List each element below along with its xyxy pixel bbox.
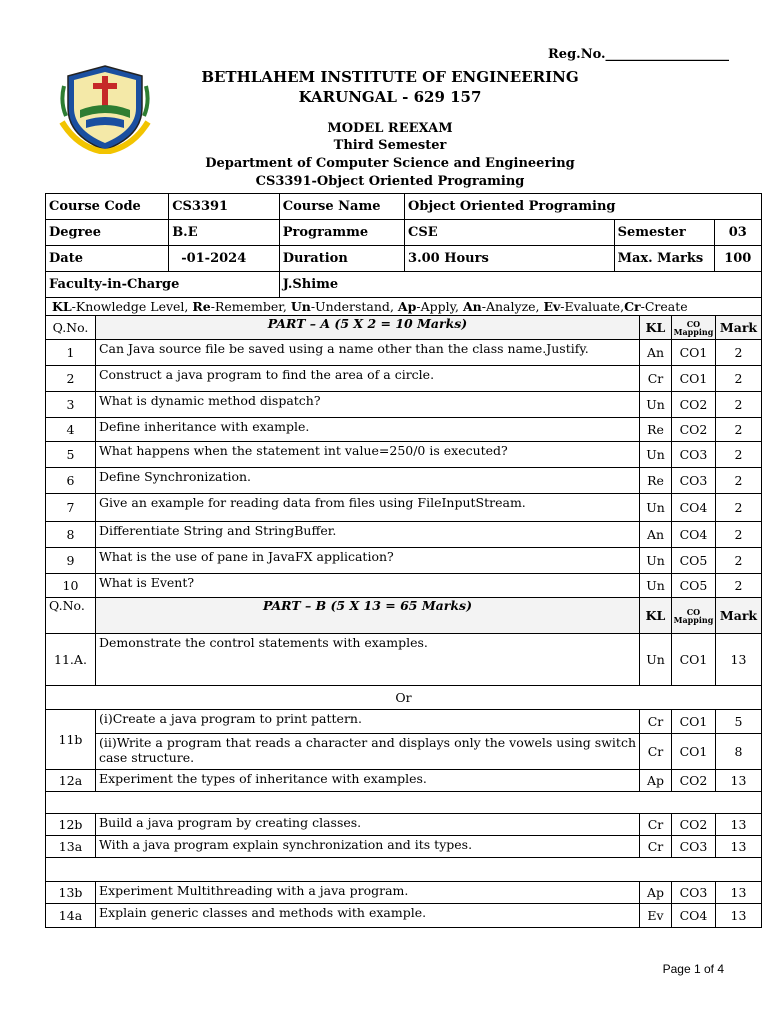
question-no: 2 xyxy=(46,366,96,392)
question-row xyxy=(46,366,762,392)
question-co: CO5 xyxy=(671,574,715,598)
degree: B.E xyxy=(169,220,280,246)
course-title: CS3391-Object Oriented Programing xyxy=(255,174,525,189)
question-row xyxy=(46,494,762,522)
question-kl: Un xyxy=(640,494,672,522)
col-mapping-b: Mapping xyxy=(673,614,714,625)
question-row: 11.A. Demonstrate the control statements with examples. Un CO1 13 xyxy=(46,634,762,686)
question-kl: Re xyxy=(640,418,672,442)
date: -01-2024 xyxy=(169,246,280,272)
degree-label: Degree xyxy=(46,220,169,246)
question-text: Define inheritance with example. xyxy=(95,418,639,442)
question-no: 1 xyxy=(46,340,96,366)
faculty: J.Shime xyxy=(279,272,761,298)
exam-title: MODEL REEXAM xyxy=(327,121,453,136)
col-mapping: Mapping xyxy=(673,326,714,337)
blank-row xyxy=(46,858,762,882)
question-row: 13a With a java program explain synchronization and its types. Cr CO3 13 xyxy=(46,836,762,858)
question-row xyxy=(46,442,762,468)
question-row xyxy=(46,418,762,442)
question-mark: 2 xyxy=(715,418,761,442)
question-text: What happens when the statement int value=250/0 is executed? xyxy=(95,442,639,468)
question-co: CO1 xyxy=(671,340,715,366)
question-mark: 2 xyxy=(715,340,761,366)
blank-row xyxy=(46,792,762,814)
question-co: CO2 xyxy=(671,418,715,442)
page-number: Page 1 of 4 xyxy=(662,962,724,976)
question-text: What is dynamic method dispatch? xyxy=(95,392,639,418)
programme: CSE xyxy=(405,220,615,246)
college-crest-icon xyxy=(58,62,152,154)
institute-location: KARUNGAL - 629 157 xyxy=(298,88,482,106)
question-no: 6 xyxy=(46,468,96,494)
col-qno-b: Q.No. xyxy=(46,598,96,634)
question-co: CO1 xyxy=(671,366,715,392)
question-co: CO5 xyxy=(671,548,715,574)
or-separator: Or xyxy=(46,686,762,710)
question-no: 10 xyxy=(46,574,96,598)
question-kl: Un xyxy=(640,392,672,418)
question-mark: 2 xyxy=(715,366,761,392)
question-kl: Un xyxy=(640,548,672,574)
question-kl: An xyxy=(640,522,672,548)
question-co: CO4 xyxy=(671,522,715,548)
question-kl: Re xyxy=(640,468,672,494)
question-row xyxy=(46,522,762,548)
faculty-label: Faculty-in-Charge xyxy=(46,272,280,298)
question-mark: 2 xyxy=(715,574,761,598)
institute-name: BETHLAHEM INSTITUTE OF ENGINEERING xyxy=(201,68,579,86)
question-row: 11b (i)Create a java program to print pattern. Cr CO1 5 xyxy=(46,710,762,734)
question-text: Differentiate String and StringBuffer. xyxy=(95,522,639,548)
col-kl: KL xyxy=(640,316,672,340)
reg-no: Reg.No.___________________ xyxy=(548,47,730,62)
part-a-rows xyxy=(46,340,762,598)
question-mark: 2 xyxy=(715,548,761,574)
question-kl: Un xyxy=(640,574,672,598)
question-kl: An xyxy=(640,340,672,366)
question-co: CO3 xyxy=(671,468,715,494)
question-row xyxy=(46,392,762,418)
question-kl: Un xyxy=(640,442,672,468)
course-name-label: Course Name xyxy=(279,194,404,220)
col-kl-b: KL xyxy=(640,598,672,634)
col-co: CO xyxy=(686,318,701,329)
max-marks: 100 xyxy=(714,246,761,272)
question-row: (ii)Write a program that reads a character and displays only the vowels using switch case structure. Cr CO1 8 xyxy=(46,734,762,770)
question-co: CO2 xyxy=(671,392,715,418)
question-row: 14a Explain generic classes and methods with example. Ev CO4 13 xyxy=(46,904,762,928)
col-mark-b: Mark xyxy=(715,598,761,634)
semester-label: Semester xyxy=(614,220,714,246)
question-row: 13b Experiment Multithreading with a java program. Ap CO3 13 xyxy=(46,882,762,904)
course-name: Object Oriented Programing xyxy=(405,194,762,220)
question-kl: Cr xyxy=(640,366,672,392)
course-info-table xyxy=(45,193,762,298)
question-co: CO4 xyxy=(671,494,715,522)
question-text: Demonstrate the control statements with examples. xyxy=(95,634,639,686)
question-no: 4 xyxy=(46,418,96,442)
question-row xyxy=(46,574,762,598)
question-no: 3 xyxy=(46,392,96,418)
question-row xyxy=(46,468,762,494)
max-marks-label: Max. Marks xyxy=(614,246,714,272)
question-mark: 2 xyxy=(715,468,761,494)
semester-title: Third Semester xyxy=(333,138,447,153)
course-code: CS3391 xyxy=(169,194,280,220)
question-text: What is Event? xyxy=(95,574,639,598)
q11b-no: 11b xyxy=(46,710,96,770)
question-text: What is the use of pane in JavaFX application? xyxy=(95,548,639,574)
legend: KL-Knowledge Level, Re-Remember, Un-Understand, Ap-Apply, An-Analyze, Ev-Evaluate,Cr-Create xyxy=(46,298,762,316)
question-mark: 2 xyxy=(715,494,761,522)
department-title: Department of Computer Science and Engineering xyxy=(205,156,575,171)
question-row xyxy=(46,548,762,574)
question-mark: 2 xyxy=(715,392,761,418)
course-code-label: Course Code xyxy=(46,194,169,220)
question-no: 5 xyxy=(46,442,96,468)
question-mark: 2 xyxy=(715,442,761,468)
col-co-b: CO xyxy=(686,606,701,617)
question-text: Construct a java program to find the area of a circle. xyxy=(95,366,639,392)
part-a-title: PART – A (5 X 2 = 10 Marks) xyxy=(95,316,639,340)
question-mark: 2 xyxy=(715,522,761,548)
questions-table xyxy=(45,297,762,928)
part-b-title: PART – B (5 X 13 = 65 Marks) xyxy=(95,598,639,634)
question-text: Define Synchronization. xyxy=(95,468,639,494)
question-row: 12b Build a java program by creating classes. Cr CO2 13 xyxy=(46,814,762,836)
question-co: CO3 xyxy=(671,442,715,468)
question-text: Give an example for reading data from files using FileInputStream. xyxy=(95,494,639,522)
col-mark: Mark xyxy=(715,316,761,340)
question-row: 12a Experiment the types of inheritance with examples. Ap CO2 13 xyxy=(46,770,762,792)
duration: 3.00 Hours xyxy=(405,246,615,272)
question-text: Can Java source file be saved using a name other than the class name.Justify. xyxy=(95,340,639,366)
question-no: 8 xyxy=(46,522,96,548)
date-label: Date xyxy=(46,246,169,272)
col-qno: Q.No. xyxy=(46,316,96,340)
question-row xyxy=(46,340,762,366)
question-no: 7 xyxy=(46,494,96,522)
programme-label: Programme xyxy=(279,220,404,246)
question-no: 9 xyxy=(46,548,96,574)
duration-label: Duration xyxy=(279,246,404,272)
semester: 03 xyxy=(714,220,761,246)
